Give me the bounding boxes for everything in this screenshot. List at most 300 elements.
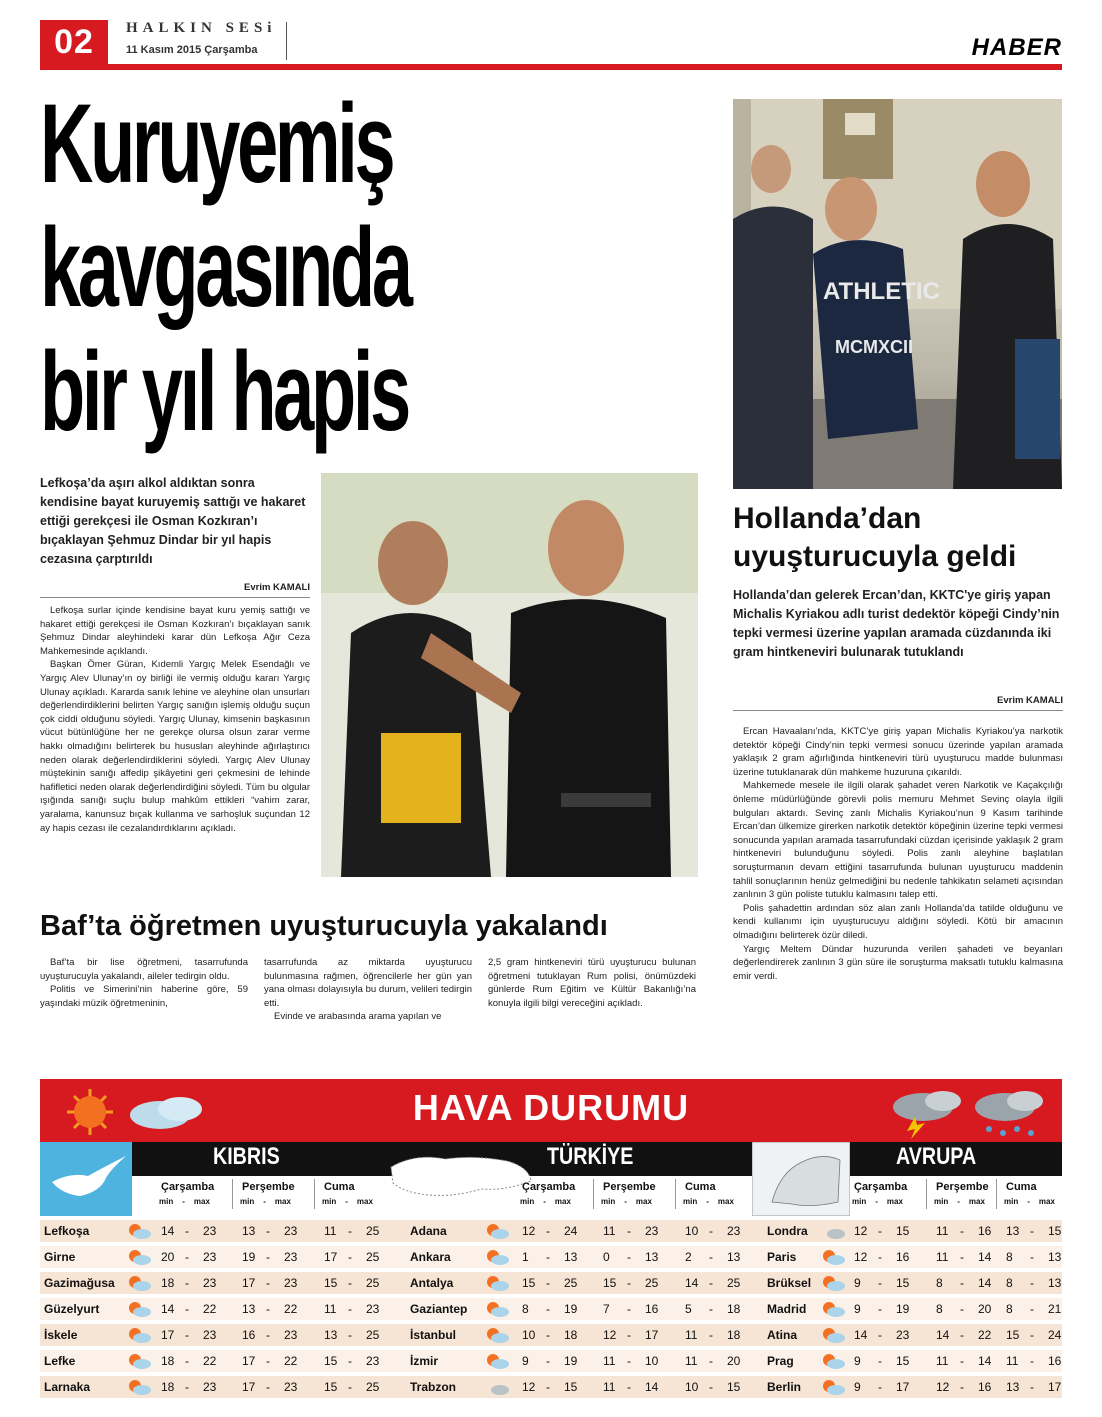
- header-rule: [40, 64, 1062, 70]
- headline-line: bir yıl hapis: [40, 329, 408, 454]
- byline-rule: [40, 597, 310, 598]
- temp-max: 19: [564, 1302, 578, 1316]
- temp-min: 11: [1006, 1354, 1019, 1368]
- temp-max: 14: [645, 1380, 659, 1394]
- temp-min: 7: [603, 1302, 610, 1316]
- temp-max: 16: [978, 1224, 992, 1238]
- temp-max: 18: [727, 1328, 741, 1342]
- temp-max: 23: [366, 1302, 380, 1316]
- temp-max: 18: [564, 1328, 578, 1342]
- temp-max: 15: [896, 1354, 910, 1368]
- temp-min: 11: [936, 1224, 949, 1238]
- temp-max: 14: [978, 1354, 992, 1368]
- temp-max: 15: [896, 1276, 910, 1290]
- city-name: İzmir: [410, 1354, 439, 1368]
- temp-max: 18: [727, 1302, 741, 1316]
- temp-dash: -: [546, 1302, 550, 1316]
- temp-max: 23: [366, 1354, 380, 1368]
- temp-min: 13: [324, 1328, 338, 1342]
- temp-min: 9: [854, 1302, 861, 1316]
- temp-max: 23: [896, 1328, 910, 1342]
- byline-rule: [733, 710, 1063, 711]
- column-divider: [675, 1179, 676, 1209]
- temp-max: 23: [284, 1250, 298, 1264]
- storm-icon: [885, 1085, 1055, 1139]
- temp-dash: -: [185, 1250, 189, 1264]
- article3-col2: [264, 956, 472, 1024]
- byline-author: Evrim KAMALI: [997, 695, 1063, 706]
- temp-min: 19: [242, 1250, 256, 1264]
- city-name: Lefke: [44, 1354, 76, 1368]
- turkey-map-icon: [385, 1147, 535, 1205]
- dash-label: -: [182, 1197, 185, 1206]
- partly-cloudy-icon: [484, 1301, 510, 1318]
- temp-max: 23: [203, 1276, 217, 1290]
- temp-dash: -: [266, 1276, 270, 1290]
- temp-max: 23: [727, 1224, 741, 1238]
- temp-dash: -: [960, 1354, 964, 1368]
- temp-min: 15: [522, 1276, 536, 1290]
- partly-cloudy-icon: [126, 1327, 152, 1344]
- temp-max: 22: [203, 1354, 217, 1368]
- temp-dash: -: [709, 1380, 713, 1394]
- dash-label: -: [263, 1197, 266, 1206]
- temp-dash: -: [627, 1276, 631, 1290]
- max-label: max: [1038, 1197, 1055, 1206]
- newspaper-name: HALKIN SESi: [126, 20, 277, 36]
- temp-dash: -: [546, 1328, 550, 1342]
- min-label: min: [601, 1197, 616, 1206]
- cloudy-icon: [484, 1379, 510, 1396]
- dash-label: -: [957, 1197, 960, 1206]
- temp-max: 19: [564, 1354, 578, 1368]
- temp-dash: -: [878, 1380, 882, 1394]
- temp-max: 23: [203, 1328, 217, 1342]
- temp-max: 17: [1048, 1380, 1062, 1394]
- min-max-label: [240, 1197, 291, 1206]
- temp-min: 14: [161, 1302, 175, 1316]
- temp-min: 2: [685, 1250, 692, 1264]
- main-headline: [40, 81, 720, 460]
- city-name: Girne: [44, 1250, 76, 1264]
- temp-min: 11: [603, 1354, 616, 1368]
- temp-min: 13: [1006, 1224, 1020, 1238]
- temp-dash: -: [266, 1380, 270, 1394]
- day-header: Perşembe: [242, 1181, 295, 1193]
- max-label: max: [968, 1197, 985, 1206]
- partly-cloudy-icon: [484, 1327, 510, 1344]
- temp-dash: -: [627, 1380, 631, 1394]
- temp-dash: -: [1030, 1224, 1034, 1238]
- page-number: 02: [40, 20, 108, 64]
- partly-cloudy-icon: [820, 1379, 846, 1396]
- max-label: max: [356, 1197, 373, 1206]
- city-name: Lefkoşa: [44, 1224, 90, 1238]
- temp-min: 5: [685, 1302, 692, 1316]
- min-max-label: [520, 1197, 571, 1206]
- temp-min: 10: [685, 1380, 699, 1394]
- temp-min: 17: [161, 1328, 175, 1342]
- partly-cloudy-icon: [484, 1353, 510, 1370]
- city-name: Trabzon: [410, 1380, 457, 1394]
- temp-max: 15: [564, 1380, 578, 1394]
- temp-min: 17: [324, 1250, 338, 1264]
- dash-label: -: [875, 1197, 878, 1206]
- min-max-label: [601, 1197, 652, 1206]
- article3-col3: [488, 956, 696, 1010]
- temp-min: 0: [603, 1250, 610, 1264]
- temp-min: 14: [936, 1328, 950, 1342]
- temp-min: 12: [603, 1328, 617, 1342]
- region-label-kibris: KIBRIS: [213, 1143, 280, 1170]
- min-max-label: [322, 1197, 373, 1206]
- temp-min: 15: [324, 1354, 338, 1368]
- temp-dash: -: [348, 1380, 352, 1394]
- min-label: min: [159, 1197, 174, 1206]
- photo-defendant-escorted: [321, 473, 698, 877]
- paragraph: Evinde ve arabasında arama yapılan ve: [274, 1011, 442, 1023]
- max-label: max: [193, 1197, 210, 1206]
- temp-min: 14: [161, 1224, 175, 1238]
- min-max-label: [1004, 1197, 1055, 1206]
- temp-min: 17: [242, 1354, 256, 1368]
- city-name: Brüksel: [767, 1276, 812, 1290]
- temp-max: 20: [727, 1354, 741, 1368]
- partly-cloudy-icon: [820, 1301, 846, 1318]
- partly-cloudy-icon: [820, 1275, 846, 1292]
- temp-min: 12: [522, 1380, 536, 1394]
- temp-max: 15: [727, 1380, 741, 1394]
- temp-max: 16: [645, 1302, 659, 1316]
- temp-max: 10: [645, 1354, 659, 1368]
- dash-label: -: [345, 1197, 348, 1206]
- section-label: HABER: [971, 34, 1062, 61]
- temp-dash: -: [960, 1328, 964, 1342]
- temp-dash: -: [546, 1354, 550, 1368]
- article3-col1: [40, 956, 248, 1010]
- temp-dash: -: [266, 1302, 270, 1316]
- temp-dash: -: [627, 1224, 631, 1238]
- temp-min: 8: [936, 1276, 943, 1290]
- svg-text:MCMXCII: MCMXCII: [835, 337, 913, 357]
- temp-dash: -: [266, 1328, 270, 1342]
- issue-date: 11 Kasım 2015 Çarşamba: [126, 44, 258, 56]
- dash-label: -: [1027, 1197, 1030, 1206]
- temp-min: 8: [522, 1302, 529, 1316]
- temp-max: 25: [564, 1276, 578, 1290]
- temp-dash: -: [878, 1224, 882, 1238]
- day-header: Cuma: [324, 1181, 355, 1193]
- region-label-turkiye: TÜRKİYE: [547, 1143, 634, 1170]
- city-name: Madrid: [767, 1302, 807, 1316]
- weather-title-bar: [40, 1079, 1062, 1142]
- partly-cloudy-icon: [820, 1353, 846, 1370]
- temp-min: 11: [603, 1224, 616, 1238]
- temp-max: 13: [564, 1250, 578, 1264]
- temp-dash: -: [627, 1302, 631, 1316]
- svg-text:ATHLETIC: ATHLETIC: [823, 278, 940, 305]
- article2-byline: [733, 695, 1063, 706]
- temp-max: 22: [978, 1328, 992, 1342]
- column-divider: [314, 1179, 315, 1209]
- temp-max: 25: [366, 1380, 380, 1394]
- header-divider: [286, 22, 287, 60]
- min-label: min: [520, 1197, 535, 1206]
- max-label: max: [717, 1197, 734, 1206]
- temp-dash: -: [1030, 1276, 1034, 1290]
- paragraph: tasarrufunda az miktarda uyuşturucu bulunmasına rağmen, öğrencilerle her gün yan yana olması dolayısıyla bu durum, velileri tedirgin etti.: [264, 957, 472, 1009]
- temp-min: 8: [1006, 1250, 1013, 1264]
- temp-dash: -: [185, 1224, 189, 1238]
- city-name: Ankara: [410, 1250, 451, 1264]
- temp-max: 22: [284, 1354, 298, 1368]
- temp-min: 18: [161, 1354, 175, 1368]
- temp-max: 25: [645, 1276, 659, 1290]
- day-header: Çarşamba: [854, 1181, 908, 1193]
- temp-max: 23: [645, 1224, 659, 1238]
- temp-max: 17: [645, 1328, 659, 1342]
- cloudy-icon: [820, 1223, 846, 1240]
- headline-line: kavgasında: [40, 205, 410, 330]
- temp-max: 25: [366, 1328, 380, 1342]
- partly-cloudy-icon: [820, 1327, 846, 1344]
- partly-cloudy-icon: [484, 1275, 510, 1292]
- city-name: İstanbul: [410, 1328, 457, 1342]
- city-name: Paris: [767, 1250, 797, 1264]
- temp-min: 10: [522, 1328, 536, 1342]
- partly-cloudy-icon: [126, 1223, 152, 1240]
- city-name: Güzelyurt: [44, 1302, 100, 1316]
- temp-max: 13: [1048, 1276, 1062, 1290]
- temp-max: 23: [284, 1328, 298, 1342]
- paragraph: Mahkemede mesele ile ilgili olarak şahadet veren Narkotik ve Kaçakçılığı önleme müdürlüğünde görevli polis memuru Mehmet Sevinç olayla ilgili bulguları aktardı. Sevinç zanlı Michalis Kyriakou’nun 9 Kasım tarihinde Ercan’dan ülkemize girerken narkotik detektör köpeğinin üzerine tepki vermesi sonucunda yapılan aramada tasarrufundaki cüzdan içerisinde yaklaşık 2 gram hintkeneviri bulunduğunu söyledi. Polis zanlı aleyhine başlatılan soruşturmanın devam ettiğini tasarrufunda bulunan uyuşturucu maddenin tahlil sonuçlarının henüz gelmediğini bu nedenle tahkikatın selameti açısından zanlının 3 gün poliste tutuklu kalmasını talep etti.: [733, 780, 1063, 901]
- min-label: min: [240, 1197, 255, 1206]
- temp-min: 20: [161, 1250, 175, 1264]
- temp-min: 9: [854, 1276, 861, 1290]
- temp-dash: -: [960, 1224, 964, 1238]
- paragraph: Baf’ta bir lise öğretmeni, tasarrufunda uyuşturucuyla yakalandı, aileler tedirgin oldu.: [40, 957, 248, 982]
- article1-body: [40, 604, 310, 835]
- dash-label: -: [624, 1197, 627, 1206]
- day-header: Çarşamba: [522, 1181, 576, 1193]
- temp-max: 15: [896, 1224, 910, 1238]
- temp-max: 23: [284, 1276, 298, 1290]
- max-label: max: [635, 1197, 652, 1206]
- temp-min: 12: [854, 1250, 868, 1264]
- temp-max: 25: [366, 1224, 380, 1238]
- city-name: Adana: [410, 1224, 447, 1238]
- masthead: [40, 20, 1062, 70]
- temp-dash: -: [960, 1380, 964, 1394]
- temp-min: 8: [936, 1302, 943, 1316]
- partly-cloudy-icon: [126, 1379, 152, 1396]
- city-name: Atina: [767, 1328, 797, 1342]
- temp-max: 24: [564, 1224, 578, 1238]
- temp-dash: -: [546, 1380, 550, 1394]
- temp-min: 18: [161, 1380, 175, 1394]
- temp-max: 25: [366, 1276, 380, 1290]
- day-header: Cuma: [1006, 1181, 1037, 1193]
- temp-min: 16: [242, 1328, 256, 1342]
- temp-dash: -: [878, 1276, 882, 1290]
- city-name: Gazimağusa: [44, 1276, 115, 1290]
- temp-min: 12: [522, 1224, 536, 1238]
- min-label: min: [1004, 1197, 1019, 1206]
- temp-dash: -: [878, 1250, 882, 1264]
- temp-dash: -: [709, 1302, 713, 1316]
- temp-max: 25: [727, 1276, 741, 1290]
- temp-max: 14: [978, 1276, 992, 1290]
- temp-max: 15: [1048, 1224, 1062, 1238]
- temp-dash: -: [709, 1276, 713, 1290]
- temp-dash: -: [185, 1380, 189, 1394]
- temp-dash: -: [348, 1354, 352, 1368]
- temp-min: 12: [854, 1224, 868, 1238]
- temp-min: 8: [1006, 1276, 1013, 1290]
- max-label: max: [274, 1197, 291, 1206]
- temp-min: 14: [685, 1276, 699, 1290]
- max-label: max: [554, 1197, 571, 1206]
- temp-max: 23: [284, 1224, 298, 1238]
- article2-headline: Hollanda’dan uyuşturucuyla geldi: [733, 502, 1017, 573]
- temp-min: 1: [522, 1250, 529, 1264]
- temp-dash: -: [709, 1328, 713, 1342]
- temp-min: 11: [603, 1380, 616, 1394]
- city-name: Larnaka: [44, 1380, 91, 1394]
- temp-min: 10: [685, 1224, 699, 1238]
- temp-dash: -: [627, 1328, 631, 1342]
- partly-cloudy-icon: [820, 1249, 846, 1266]
- temp-min: 17: [242, 1276, 256, 1290]
- temp-min: 11: [685, 1328, 698, 1342]
- min-max-label: [159, 1197, 210, 1206]
- city-name: Gaziantep: [410, 1302, 468, 1316]
- temp-min: 8: [1006, 1302, 1013, 1316]
- paragraph: Politis ve Simerini’nin haberine göre, 59 yaşındaki müzik öğretmeninin,: [40, 984, 248, 1009]
- temp-dash: -: [709, 1250, 713, 1264]
- temp-dash: -: [960, 1302, 964, 1316]
- temp-min: 9: [522, 1354, 529, 1368]
- partly-cloudy-icon: [126, 1353, 152, 1370]
- temp-max: 13: [645, 1250, 659, 1264]
- city-name: Antalya: [410, 1276, 454, 1290]
- temp-min: 13: [242, 1224, 256, 1238]
- temp-min: 11: [936, 1250, 949, 1264]
- temp-min: 15: [1006, 1328, 1020, 1342]
- temp-dash: -: [627, 1250, 631, 1264]
- partly-cloudy-icon: [126, 1249, 152, 1266]
- temp-max: 16: [896, 1250, 910, 1264]
- min-max-label: [852, 1197, 903, 1206]
- temp-dash: -: [1030, 1380, 1034, 1394]
- temp-dash: -: [1030, 1354, 1034, 1368]
- partly-cloudy-icon: [484, 1249, 510, 1266]
- temp-max: 13: [727, 1250, 741, 1264]
- max-label: max: [886, 1197, 903, 1206]
- photo-suspect-escorted: [733, 99, 1062, 489]
- temp-min: 12: [936, 1380, 950, 1394]
- paragraph: Yargıç Meltem Dündar huzurunda verilen şahadeti ve beyanları değerlendirerek zanlının 3 gün süre ile soruşturma maksatlı tutuklu kalmasına emir verdi.: [733, 943, 1063, 982]
- temp-max: 13: [1048, 1250, 1062, 1264]
- paragraph: Polis şahadettin ardından söz alan zanlı Hollanda’da tatilde olduğunu ve kendi kullanımı için uyuşturucuyu aldığını söyledi. Kötü bir amacının olmadığını belirterek özür diledi.: [733, 902, 1063, 941]
- temp-dash: -: [1030, 1328, 1034, 1342]
- min-label: min: [683, 1197, 698, 1206]
- temp-min: 11: [324, 1302, 337, 1316]
- temp-max: 23: [203, 1380, 217, 1394]
- day-header: Cuma: [685, 1181, 716, 1193]
- temp-min: 17: [242, 1380, 256, 1394]
- temp-min: 18: [161, 1276, 175, 1290]
- article3-headline: Baf’ta öğretmen uyuşturucuyla yakalandı: [40, 910, 608, 942]
- column-divider: [996, 1179, 997, 1209]
- temp-max: 23: [203, 1250, 217, 1264]
- temp-min: 9: [854, 1354, 861, 1368]
- temp-dash: -: [266, 1250, 270, 1264]
- temp-dash: -: [960, 1276, 964, 1290]
- temp-min: 15: [324, 1276, 338, 1290]
- paragraph: 2,5 gram hintkeneviri türü uyuşturucu bulunan öğretmeni tutuklayan Rum polisi, önümüzdeki günlerde Rum Eğitim ve Kültür Bakanlığı’na konuyla ilgili bilgi vereceğini açıkladı.: [488, 957, 696, 1009]
- paragraph: Lefkoşa surlar içinde kendisine bayat kuru yemiş sattığı ve hakaret ettiği gerekçesi ile Osman Kozkıran’ı bıçaklayan sanık Şehmuz Dindar aleyhindeki karar dün Lefkoşa Ağır Ceza Mahkemesinde açıklandı.: [40, 605, 310, 657]
- min-max-label: [683, 1197, 734, 1206]
- temp-min: 11: [936, 1354, 949, 1368]
- column-divider: [593, 1179, 594, 1209]
- temp-dash: -: [185, 1354, 189, 1368]
- temp-max: 24: [1048, 1328, 1062, 1342]
- temp-max: 16: [1048, 1354, 1062, 1368]
- temp-dash: -: [266, 1224, 270, 1238]
- temp-dash: -: [348, 1328, 352, 1342]
- temp-min: 15: [603, 1276, 617, 1290]
- temp-min: 13: [1006, 1380, 1020, 1394]
- temp-min: 11: [685, 1354, 698, 1368]
- column-divider: [232, 1179, 233, 1209]
- temp-dash: -: [878, 1328, 882, 1342]
- temp-dash: -: [1030, 1302, 1034, 1316]
- temp-dash: -: [185, 1328, 189, 1342]
- day-header: Perşembe: [603, 1181, 656, 1193]
- byline-author: Evrim KAMALI: [244, 582, 310, 593]
- temp-max: 23: [284, 1380, 298, 1394]
- city-name: Berlin: [767, 1380, 802, 1394]
- dash-label: -: [706, 1197, 709, 1206]
- temp-dash: -: [266, 1354, 270, 1368]
- day-header: Perşembe: [936, 1181, 989, 1193]
- temp-max: 20: [978, 1302, 992, 1316]
- article1-byline: [40, 582, 310, 593]
- min-max-label: [934, 1197, 985, 1206]
- temp-min: 11: [324, 1224, 337, 1238]
- partly-cloudy-icon: [484, 1223, 510, 1240]
- temp-max: 14: [978, 1250, 992, 1264]
- temp-min: 15: [324, 1380, 338, 1394]
- temp-dash: -: [546, 1224, 550, 1238]
- city-name: Prag: [767, 1354, 794, 1368]
- temp-dash: -: [627, 1354, 631, 1368]
- temp-dash: -: [960, 1250, 964, 1264]
- temp-max: 19: [896, 1302, 910, 1316]
- min-label: min: [852, 1197, 867, 1206]
- temp-dash: -: [348, 1302, 352, 1316]
- weather-panel: [40, 1079, 1062, 1412]
- temp-max: 21: [1048, 1302, 1062, 1316]
- temp-min: 13: [242, 1302, 256, 1316]
- min-label: min: [934, 1197, 949, 1206]
- paragraph: Başkan Ömer Güran, Kıdemli Yargıç Melek Esendağlı ve Yargıç Alev Ulunay’ın oy birliği ile vermiş olduğu kararı Yargıç Ulunay açıkladı. Kararda sanık lehine ve aleyhine olan unsurları değerlendirdiklerini belirten Yargıç sanığın işlemiş olduğu suçun çok ciddi olduğunu söyledi. Yargıç Ulunay, kimsenin başkasının vücut bütünlüğüne her ne gerekçe olursa olsun zarar verme hakkı olmadığını belirterek bu hususları aleyhinde ağırlaştırıcı neden olarak değerlendirdiklerini söyledi. Yargıç Alev Ulunay müştekinin sanığı affedip şikâyetini geri çekmesini de lehinde hafifletici neden olarak değerlendirdiğini söyledi. Tüm bu olgular ışığında sanığı suçlu bulup mahkûm ettikleri “vahim zarar, yaralama, kanunsuz bıçak kullanma ve sarhoşluk suçundan 12 ay hapis cezası ile cezalandırdıklarını açıkladı.: [40, 659, 310, 834]
- min-label: min: [322, 1197, 337, 1206]
- temp-dash: -: [185, 1276, 189, 1290]
- paragraph: Ercan Havaalanı’nda, KKTC’ye giriş yapan Michalis Kyriakou’ya narkotik detektör köpeği Cindy’nin tepki vermesi sonucu üzerinde yapılan aramada yaklaşık 2 gram ağırlığında hintkeneviri türü uyuşturucu madde bulunması üzerine tutuklanarak dün mahkeme huzuruna çıkarıldı.: [733, 726, 1063, 778]
- temp-dash: -: [348, 1224, 352, 1238]
